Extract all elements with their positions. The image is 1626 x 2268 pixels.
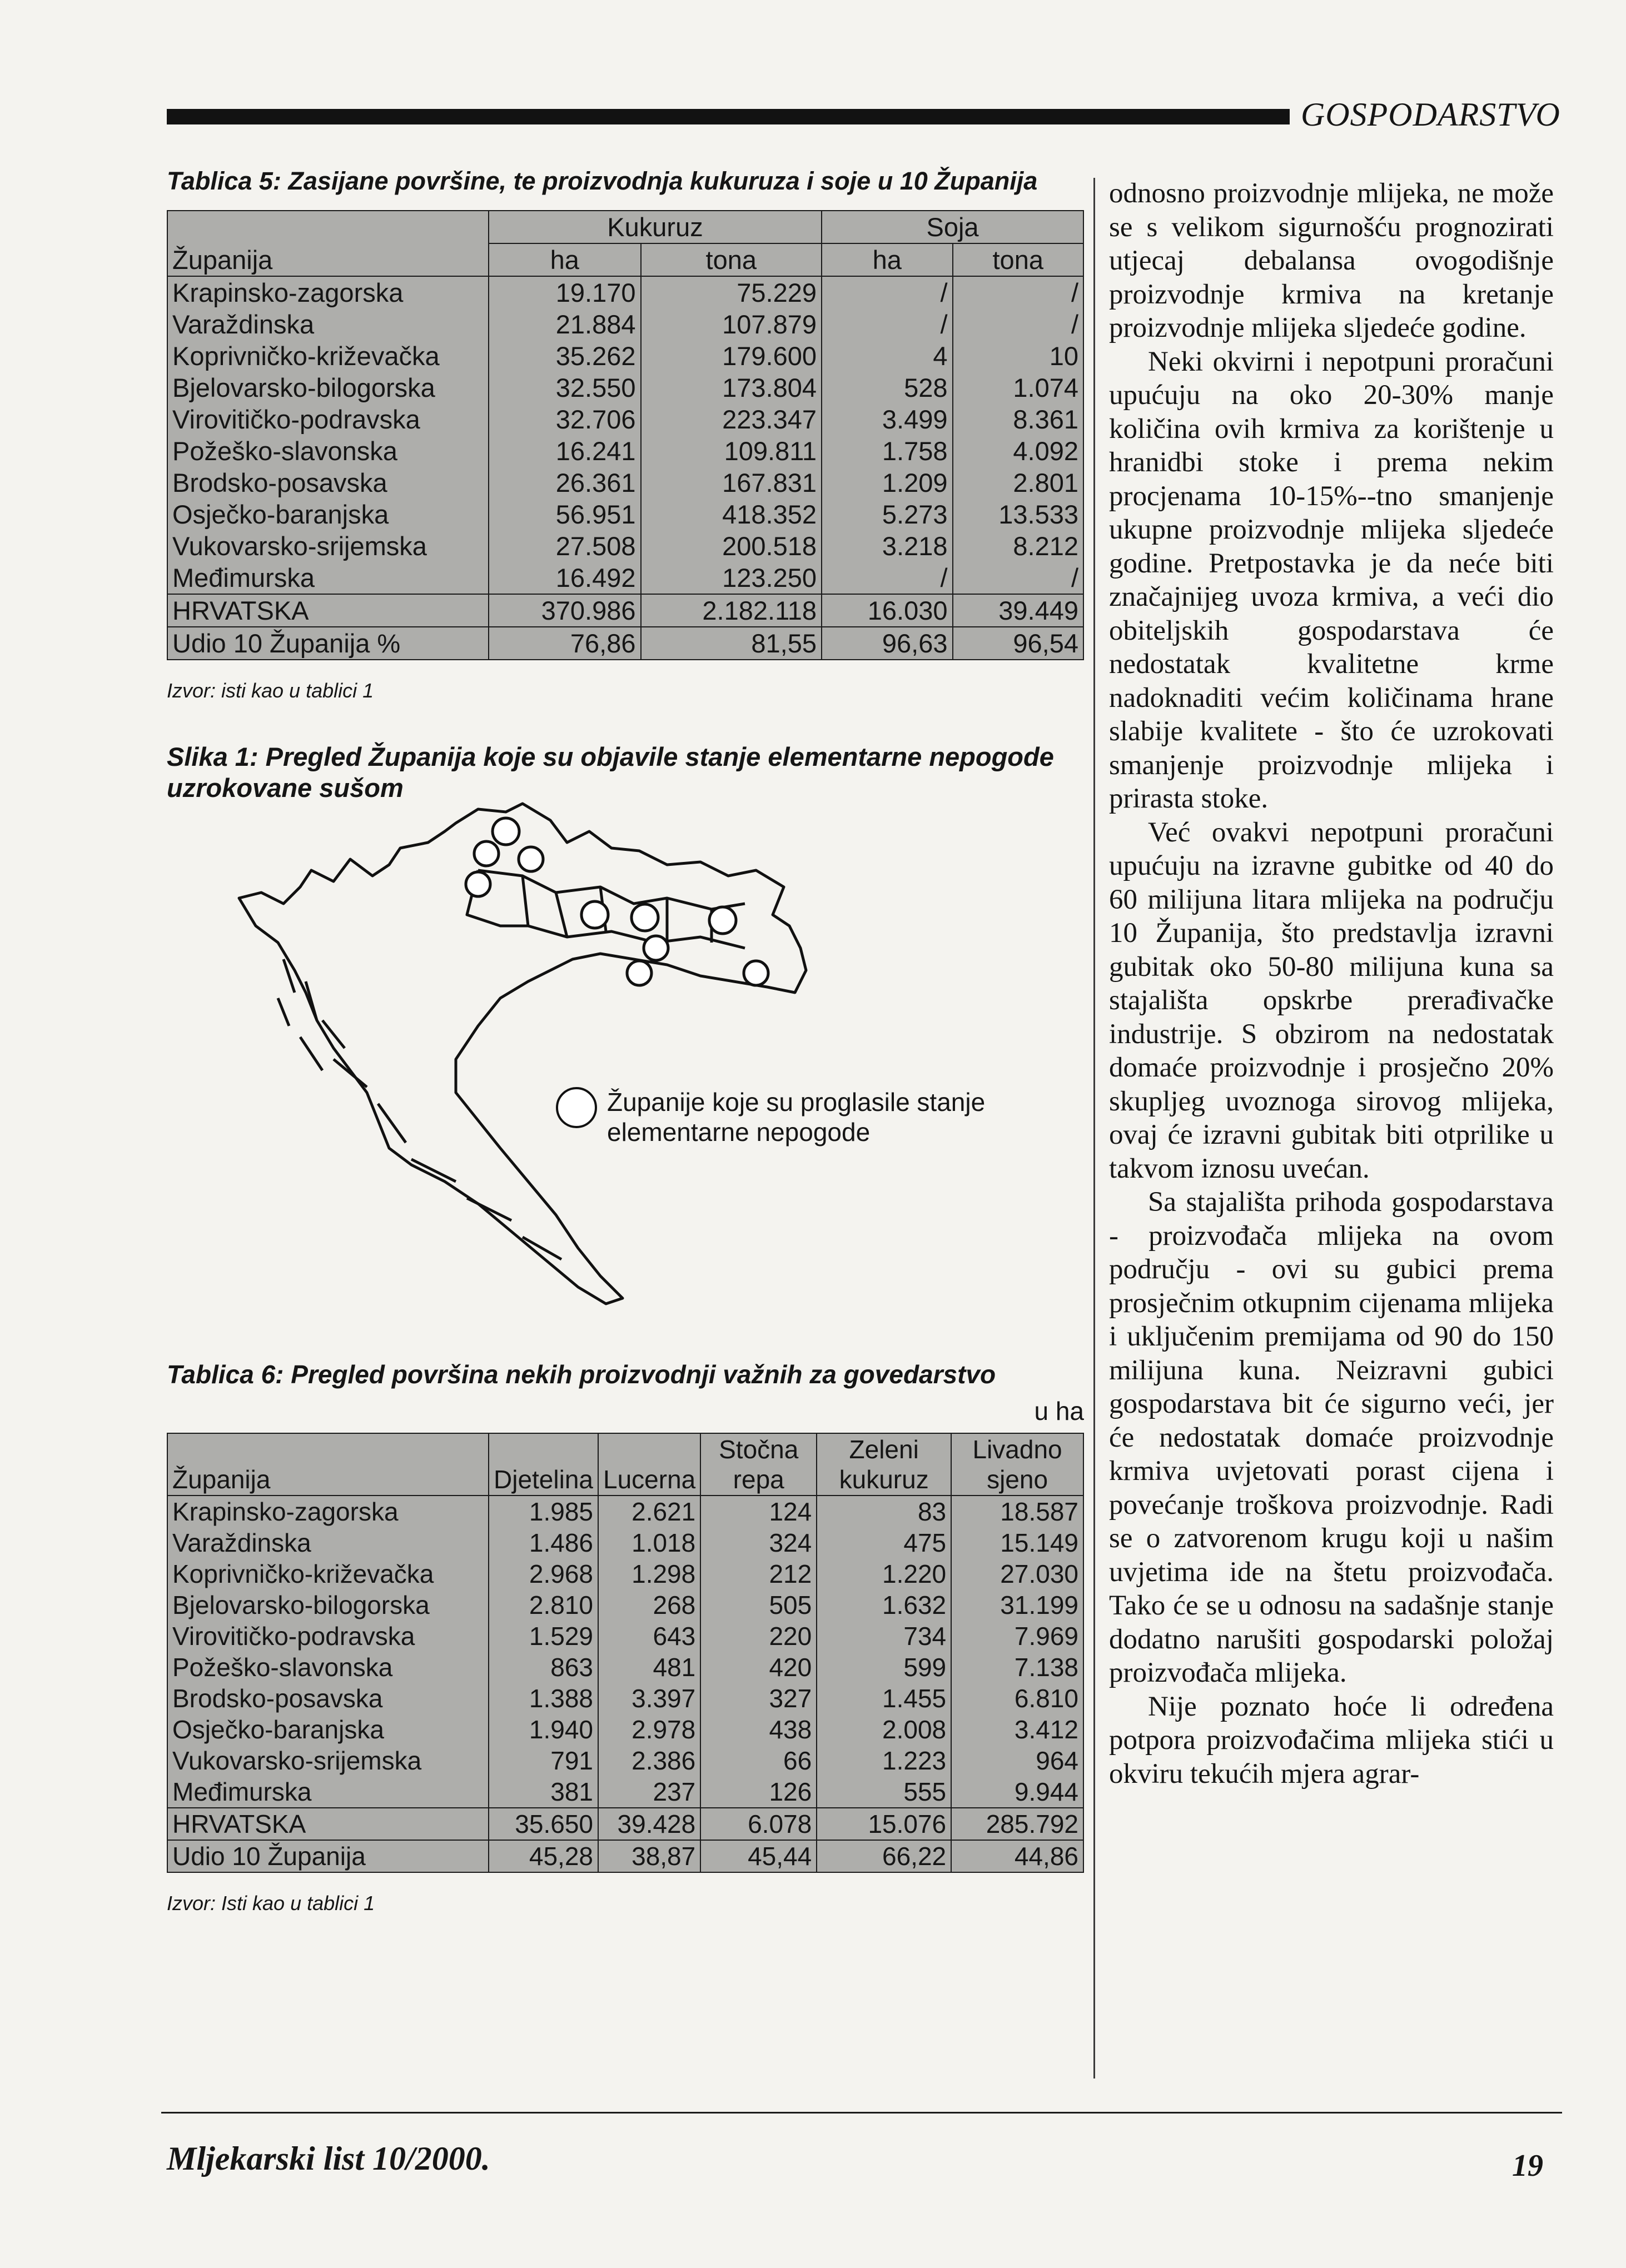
table-cell: 56.951 [489,499,641,530]
table5-total-row [167,594,1083,627]
table-row-label: Krapinsko-zagorska [167,1496,489,1527]
map-county-circle [519,847,543,871]
table-row [167,1558,1083,1589]
table-cell: 3.397 [598,1683,700,1714]
table-row-label: Bjelovarsko-bilogorska [167,1589,489,1621]
map-county-circle [744,961,768,985]
table-row [167,1621,1083,1652]
table-cell: 35.650 [489,1808,598,1840]
table-cell: 1.529 [489,1621,598,1652]
table-cell: 109.811 [641,435,822,467]
figure1-legend-text: Županije koje su proglasile stanje elementarne nepogode [607,1088,986,1147]
section-title: GOSPODARSTVO [1301,96,1560,133]
table-cell: 1.209 [822,467,952,499]
table-row-label: Vukovarsko-srijemska [167,530,489,562]
table-cell: 381 [489,1776,598,1808]
table-row [167,499,1083,530]
table-cell: 4.092 [953,435,1084,467]
column-divider [1093,178,1095,2078]
body-paragraph: odnosno proizvodnje mlijeka, ne može se s velikom sigurnošću prognozirati utjecaj debalansa ovogodišnje proizvodnje krmiva na kretanje proizvodnje mlijeka sljedeće godine. [1109,178,1554,343]
table-cell: 8.361 [953,403,1084,435]
table6-header-cell: Lucerna [598,1433,700,1496]
table-row [167,276,1083,308]
table-cell: 2.182.118 [641,594,822,627]
table-cell: 45,44 [700,1840,817,1872]
table6-header-cell: Županija [167,1433,489,1496]
map-county-circle [631,904,658,931]
table-cell: 1.455 [817,1683,951,1714]
table-cell: 438 [700,1714,817,1745]
table-cell: 1.940 [489,1714,598,1745]
table-cell: 2.801 [953,467,1084,499]
body-paragraph: Sa stajališta prihoda gospodarstava - proizvođača mlijeka na ovom području - ovi su gubici prema prosječnim otkupnim cijenama mlijeka i uključenim premijama od 90 do 150 milijuna kuna. Neizravni gubici gospodarstava bit će sigurno veći, jer će nedostatak domaće proizvodnje krmiva uvjetovati porast cijena i povećanje troškova proizvodnje. Radi se o zatvorenom krugu koji u našim uvjetima ide na štetu proizvođača. Tako će se u odnosu na sadašnje stanje dodatno narušiti gospodarski položaj proizvođača mlijeka. [1109,1187,1554,1688]
table-cell: / [822,562,952,594]
map-county-circle [493,818,519,845]
table-cell: 420 [700,1652,817,1683]
table-row-label: Koprivničko-križevačka [167,1558,489,1589]
table-cell: 2.968 [489,1558,598,1589]
table-cell: 791 [489,1745,598,1776]
table-cell: 13.533 [953,499,1084,530]
table-cell: 39.449 [953,594,1084,627]
table-row-label: Bjelovarsko-bilogorska [167,372,489,403]
table-cell: 1.074 [953,372,1084,403]
body-paragraph: Već ovakvi nepotpuni proračuni upućuju na izravne gubitke od 40 do 60 milijuna litara mlijeka na području 10 Županija, što predstavlja izravni gubitak oko 50-80 milijuna kuna sa stajališta opskrbe prerađivačke industrije. S obzirom na nedostatak domaće proizvodnje i prosječno 20% skupljeg uvoznoga sirovog mlijeka, ovaj će izravni gubitak biti otprilike u takvom iznosu uvećan. [1109,816,1554,1184]
table-cell: 200.518 [641,530,822,562]
table-cell: 21.884 [489,308,641,340]
left-column [167,167,1084,1915]
table-row [167,1652,1083,1683]
table-cell: 734 [817,1621,951,1652]
table-cell: 1.758 [822,435,952,467]
table-cell: 643 [598,1621,700,1652]
table-cell: 6.810 [951,1683,1083,1714]
table-cell: 863 [489,1652,598,1683]
table-cell: 16.492 [489,562,641,594]
table6-header-cell: Zeleni kukuruz [817,1433,951,1496]
table-cell: 96,63 [822,627,952,660]
table-cell: 16.030 [822,594,952,627]
table-cell: 26.361 [489,467,641,499]
table-row-label: Krapinsko-zagorska [167,276,489,308]
table-cell: / [953,276,1084,308]
table-cell: 268 [598,1589,700,1621]
map-county-circle [474,841,499,866]
table6-total-label: HRVATSKA [167,1808,489,1840]
table6-unit: u ha [1034,1397,1084,1425]
table-row [167,435,1083,467]
table-cell: 8.212 [953,530,1084,562]
table-row [167,1683,1083,1714]
table5-share-row [167,627,1083,660]
table-row-label: Požeško-slavonska [167,1652,489,1683]
table-cell: 44,86 [951,1840,1083,1872]
table-cell: 15.149 [951,1527,1083,1558]
table6-header-cell: Stočna repa [700,1433,817,1496]
table-cell: 32.550 [489,372,641,403]
table6-body [167,1496,1083,1808]
journal-footer: Mljekarski list 10/2000. [167,2140,490,2177]
table-row [167,1776,1083,1808]
table-cell: 76,86 [489,627,641,660]
table-row [167,372,1083,403]
table-row-label: Virovitičko-podravska [167,403,489,435]
table-cell: 81,55 [641,627,822,660]
table-row-label: Vukovarsko-srijemska [167,1745,489,1776]
table-row-label: Varaždinska [167,308,489,340]
table-cell: 107.879 [641,308,822,340]
table-cell: 7.138 [951,1652,1083,1683]
table-cell: 5.273 [822,499,952,530]
table-row [167,530,1083,562]
table-cell: 75.229 [641,276,822,308]
table-row [167,1496,1083,1527]
table-row-label: Brodsko-posavska [167,467,489,499]
table-row [167,1589,1083,1621]
table6 [167,1433,1084,1873]
table6-header-cell: Livadno sjeno [951,1433,1083,1496]
table5-source: Izvor: isti kao u tablici 1 [167,679,374,702]
map-county-circle [709,907,736,934]
table-cell: 1.486 [489,1527,598,1558]
table5-header-zupanija: Županija [167,211,489,276]
table5-header-kukuruz: Kukuruz [489,211,822,243]
table-row [167,562,1083,594]
table-cell: 2.008 [817,1714,951,1745]
figure1-caption: Slika 1: Pregled Županija koje su objavile stanje elementarne nepogode uzrokovane sušom [167,742,1054,802]
table-cell: 96,54 [953,627,1084,660]
table-cell: 35.262 [489,340,641,372]
table-cell: / [953,308,1084,340]
table-cell: 327 [700,1683,817,1714]
table-cell: 66 [700,1745,817,1776]
table-cell: 505 [700,1589,817,1621]
table-cell: 2.810 [489,1589,598,1621]
table-cell: 964 [951,1745,1083,1776]
table-row-label: Osječko-baranjska [167,1714,489,1745]
table5-sub-ha: ha [489,243,641,276]
table-cell: 1.223 [817,1745,951,1776]
table-cell: 599 [817,1652,951,1683]
map-county-circle [581,901,608,928]
table-cell: 173.804 [641,372,822,403]
table-row-label: Koprivničko-križevačka [167,340,489,372]
table5 [167,210,1084,660]
table-cell: 1.985 [489,1496,598,1527]
table5-header-soja: Soja [822,211,1083,243]
table-row-label: Virovitičko-podravska [167,1621,489,1652]
table-cell: 18.587 [951,1496,1083,1527]
right-column-text [1109,177,1554,1791]
table-cell: 1.632 [817,1589,951,1621]
table-cell: 123.250 [641,562,822,594]
table-cell: 370.986 [489,594,641,627]
table-cell: 555 [817,1776,951,1808]
table-cell: 4 [822,340,952,372]
table-cell: 83 [817,1496,951,1527]
table-cell: 475 [817,1527,951,1558]
header-rule [167,109,1290,124]
table-cell: 212 [700,1558,817,1589]
map-county-circle [627,961,652,985]
table-cell: 237 [598,1776,700,1808]
table-cell: 1.018 [598,1527,700,1558]
body-paragraph: Neki okvirni i nepotpuni proračuni upućuju na oko 20-30% manje količina ovih krmiva za korištenje u hranidbi stoke i prema nekim procjenama 10-15%--tno smanjenje ukupne proizvodnje mlijeka sljedeće godine. Pretpostavka je da neće biti značajnijeg uvoza krmiva, a veći dio obiteljskih gospodarstava će nedostatak kvalitetne krme nadoknaditi većim količinama hrane slabije kvalitete - što će uzrokovati smanjenje proizvodnje mlijeka i prirasta stoke. [1109,346,1554,814]
table-cell: 66,22 [817,1840,951,1872]
table6-caption: Tablica 6: Pregled površina nekih proizvodnji važnih za govedarstvo [167,1360,996,1389]
table5-body [167,276,1083,594]
table-cell: 481 [598,1652,700,1683]
map-county-circle [644,936,668,960]
table-row-label: Međimurska [167,562,489,594]
table-cell: 10 [953,340,1084,372]
table5-total-label: HRVATSKA [167,594,489,627]
table-cell: 38,87 [598,1840,700,1872]
table-cell: 27.030 [951,1558,1083,1589]
table-row [167,308,1083,340]
table-cell: / [822,308,952,340]
table5-sub-tona: tona [641,243,822,276]
table-cell: 39.428 [598,1808,700,1840]
table-cell: 3.499 [822,403,952,435]
map-islands [278,959,561,1259]
figure1-legend [556,1087,1041,1147]
table5-sub-tona: tona [953,243,1084,276]
table5-share-label: Udio 10 Županija % [167,627,489,660]
figure1-map [167,804,1084,1359]
table-cell: / [822,276,952,308]
table-cell: 32.706 [489,403,641,435]
table-cell: 324 [700,1527,817,1558]
table-row [167,340,1083,372]
table-cell: 3.218 [822,530,952,562]
page-number: 19 [1512,2149,1543,2183]
table-cell: 16.241 [489,435,641,467]
table-cell: 45,28 [489,1840,598,1872]
table-cell: 6.078 [700,1808,817,1840]
table-cell: 27.508 [489,530,641,562]
footer-rule [161,2112,1562,2114]
table-cell: 19.170 [489,276,641,308]
table-cell: 1.298 [598,1558,700,1589]
table6-share-row [167,1840,1083,1872]
table-cell: 124 [700,1496,817,1527]
table-cell: 418.352 [641,499,822,530]
table-row-label: Brodsko-posavska [167,1683,489,1714]
table-cell: 179.600 [641,340,822,372]
table6-source: Izvor: Isti kao u tablici 1 [167,1892,375,1915]
table-cell: / [953,562,1084,594]
map-county-circle [466,872,490,896]
table-row [167,1714,1083,1745]
table-cell: 31.199 [951,1589,1083,1621]
table5-caption: Tablica 5: Zasijane površine, te proizvodnja kukuruza i soje u 10 Županija [167,167,1038,195]
table-cell: 167.831 [641,467,822,499]
table-row-label: Varaždinska [167,1527,489,1558]
legend-circle-icon [556,1087,597,1128]
table-cell: 2.386 [598,1745,700,1776]
table6-header-row [167,1433,1083,1496]
table5-sub-ha: ha [822,243,952,276]
table-cell: 1.220 [817,1558,951,1589]
table-row-label: Požeško-slavonska [167,435,489,467]
table-row [167,1745,1083,1776]
table-cell: 2.978 [598,1714,700,1745]
table-cell: 220 [700,1621,817,1652]
table-row-label: Međimurska [167,1776,489,1808]
table-cell: 9.944 [951,1776,1083,1808]
table-row [167,1527,1083,1558]
table-cell: 1.388 [489,1683,598,1714]
table-cell: 285.792 [951,1808,1083,1840]
table-cell: 126 [700,1776,817,1808]
table-cell: 15.076 [817,1808,951,1840]
table-cell: 7.969 [951,1621,1083,1652]
table-row [167,403,1083,435]
table-cell: 528 [822,372,952,403]
body-paragraph: Nije poznato hoće li određena potpora proizvođačima mlijeka stići u okviru tekućih mjera agrar- [1109,1691,1554,1790]
table6-header-cell: Djetelina [489,1433,598,1496]
table-cell: 223.347 [641,403,822,435]
table6-share-label: Udio 10 Županija [167,1840,489,1872]
table6-total-row [167,1808,1083,1840]
table-cell: 3.412 [951,1714,1083,1745]
table-row [167,467,1083,499]
table-cell: 2.621 [598,1496,700,1527]
table-row-label: Osječko-baranjska [167,499,489,530]
croatia-map-illustration [167,759,1084,1315]
